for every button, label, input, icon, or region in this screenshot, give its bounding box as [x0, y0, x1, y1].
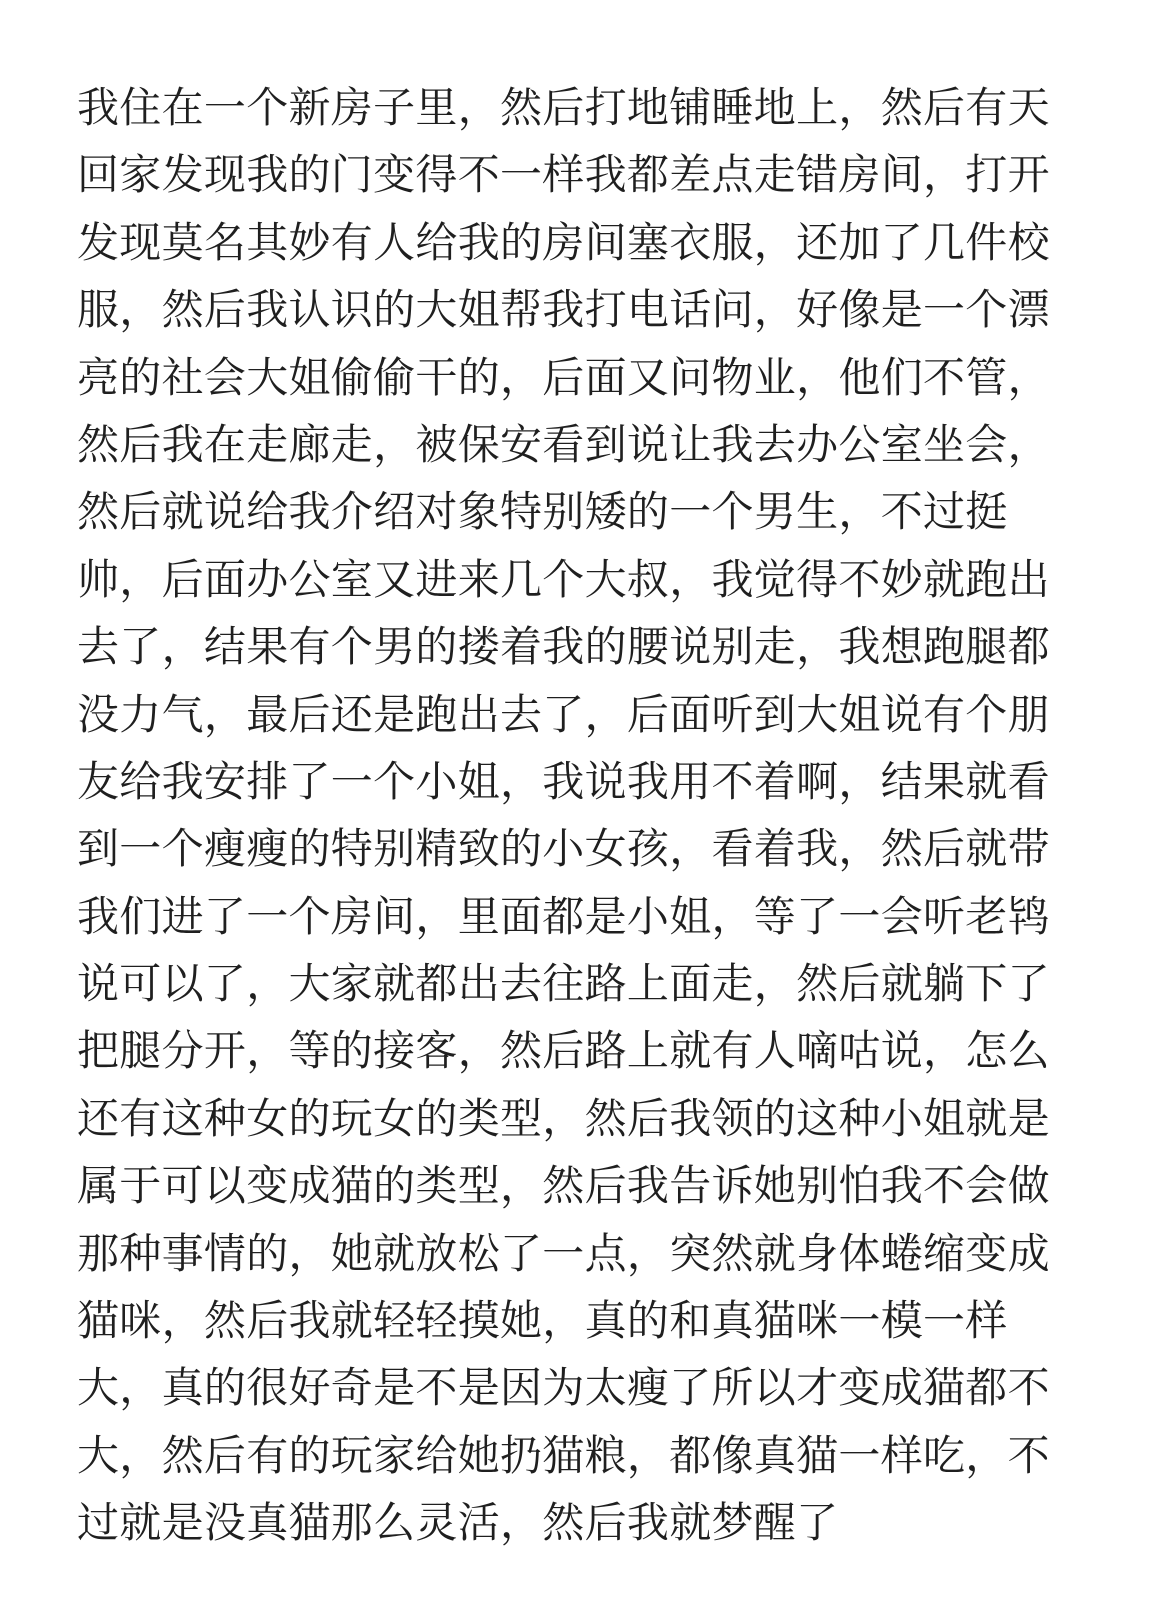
- text-line-19: 猫咪，然后我就轻轻摸她，真的和真猫咪一模一样: [77, 1296, 1008, 1346]
- text-line-6: 然后我在走廊走，被保安看到说让我去办公室坐会，: [77, 419, 1050, 469]
- text-line-18: 那种事情的，她就放松了一点，突然就身体蜷缩变成: [77, 1228, 1050, 1278]
- text-line-13: 我们进了一个房间，里面都是小姐，等了一会听老鸨: [77, 891, 1050, 941]
- text-line-10: 没力气，最后还是跑出去了，后面听到大姐说有个朋: [77, 689, 1050, 739]
- post-text: [77, 74, 1097, 1557]
- text-line-7: 然后就说给我介绍对象特别矮的一个男生，不过挺: [77, 487, 1008, 537]
- text-line-5: 亮的社会大姐偷偷干的，后面又问物业，他们不管，: [77, 352, 1050, 402]
- text-line-1: 我住在一个新房子里，然后打地铺睡地上，然后有天: [77, 83, 1050, 132]
- text-line-22: 过就是没真猫那么灵活，然后我就梦醒了: [77, 1498, 839, 1548]
- text-line-2: 回家发现我的门变得不一样我都差点走错房间，打开: [77, 150, 1050, 200]
- text-line-17: 属于可以变成猫的类型，然后我告诉她别怕我不会做: [77, 1161, 1050, 1211]
- text-line-3: 发现莫名其妙有人给我的房间塞衣服，还加了几件校: [77, 217, 1050, 267]
- text-line-9: 去了，结果有个男的搂着我的腰说别走，我想跑腿都: [77, 622, 1050, 672]
- text-line-21: 大，然后有的玩家给她扔猫粮，都像真猫一样吃，不: [77, 1430, 1050, 1480]
- text-line-15: 把腿分开，等的接客，然后路上就有人嘀咕说，怎么: [77, 1026, 1050, 1076]
- text-line-16: 还有这种女的玩女的类型，然后我领的这种小姐就是: [77, 1093, 1050, 1143]
- text-line-4: 服，然后我认识的大姐帮我打电话问，好像是一个漂: [77, 285, 1050, 335]
- text-line-11: 友给我安排了一个小姐，我说我用不着啊，结果就看: [77, 756, 1050, 806]
- text-line-14: 说可以了，大家就都出去往路上面走，然后就躺下了: [77, 959, 1050, 1009]
- text-line-12: 到一个瘦瘦的特别精致的小女孩，看着我，然后就带: [77, 824, 1050, 874]
- text-line-8: 帅，后面办公室又进来几个大叔，我觉得不妙就跑出: [77, 554, 1050, 604]
- text-line-20: 大，真的很好奇是不是因为太瘦了所以才变成猫都不: [77, 1363, 1050, 1413]
